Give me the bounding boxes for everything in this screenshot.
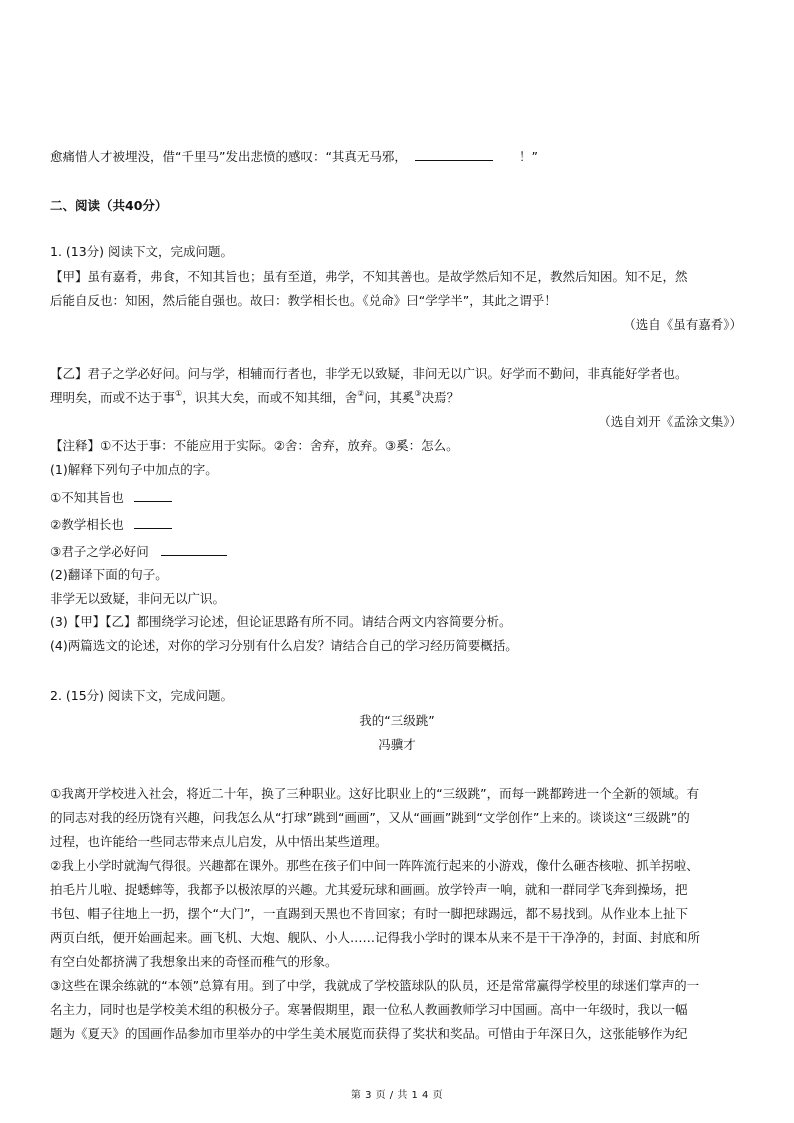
footnote-mark-3: ③ (414, 389, 422, 398)
q1-yi-line-2-c: 问，其奚 (364, 390, 415, 405)
q1-notes: 【注释】①不达于事：不能应用于实际。②舍：舍弃，放弃。③奚：怎么。 (50, 438, 459, 453)
q2-para-1-line-2: 的同志对我的经历饶有兴趣，问我怎么从“打球”跳到“画画”，又从“画画”跳到“文学创作”上来的。谈谈这“三级跳”的 (50, 810, 690, 825)
q1-sub-question-4: (4)两篇选文的论述，对你的学习分别有什么启发？请结合自己的学习经历简要概括。 (50, 638, 518, 653)
q2-para-3-line-2: 名主力，同时也是学校美术组的积极分子。寒暑假期里，跟一位私人教画教师学习中国画。高中一年级时，我以一幅 (50, 1002, 688, 1017)
q1-jia-line-1: 【甲】虽有嘉肴，弗食，不知其旨也；虽有至道，弗学，不知其善也。是故学然后知不足，教然后知困。知不足，然 (50, 269, 688, 284)
q1-item-1 (50, 488, 172, 507)
q2-para-1-line-1: ①我离开学校进入社会，将近二十年，换了三种职业。这好比职业上的“三级跳”，而每一跳都跨进一个全新的领域。有 (50, 786, 700, 801)
section-heading: 二、阅读（共40分） (50, 198, 168, 213)
q1-yi-line-1: 【乙】君子之学必好问。问与学，相辅而行者也，非学无以致疑，非问无以广识。好学而不勤问，非真能好学者也。 (50, 366, 688, 381)
q2-article-title: 我的“三级跳” (359, 713, 435, 728)
q1-jia-source: （选自《虽有嘉肴》） (623, 317, 742, 332)
footnote-mark-1: ① (175, 389, 183, 398)
q2-para-2-line-1: ②我上小学时就淘气得很。兴趣都在课外。那些在孩子们中间一阵阵流行起来的小游戏，像什么砸杏核啦、抓羊拐啦、 (50, 858, 699, 873)
answer-blank[interactable] (415, 147, 493, 161)
q2-para-3-line-3: 题为《夏天》的国画作品参加市里举办的中学生美术展览而获得了奖状和奖品。可惜由于年深日久，这张能够作为纪 (50, 1026, 688, 1041)
q1-yi-line-2 (50, 389, 459, 407)
q1-translate-sentence: 非学无以致疑，非问无以广识。 (50, 591, 226, 606)
q1-yi-line-2-d: 决焉？ (421, 390, 460, 405)
q1-item-3-text: ③君子之学必好问 (50, 544, 149, 559)
item-1-answer-blank[interactable] (134, 488, 172, 502)
q1-intro: 1. (13分) 阅读下文，完成问题。 (50, 244, 234, 259)
top-sentence-text: 愈痛惜人才被埋没，借“千里马”发出悲愤的感叹：“其真无马邪， (50, 149, 407, 164)
item-3-answer-blank[interactable] (161, 542, 227, 556)
q2-para-2-line-4: 两页白纸，便开始画起来。画飞机、大炮、舰队、小人……记得我小学时的课本从来不是干干净净的，封面、封底和所 (50, 930, 701, 945)
footnote-mark-2: ② (357, 389, 365, 398)
q1-yi-line-2-b: ，识其大矣，而或不知其细，舍 (182, 390, 358, 405)
q1-item-1-text: ①不知其旨也 (50, 490, 124, 505)
q1-item-3 (50, 542, 227, 561)
q1-yi-source: （选自刘开《孟涂文集》） (598, 414, 742, 429)
q1-sub-question-1: (1)解释下列句子中加点的字。 (50, 462, 218, 477)
q1-item-2-text: ②教学相长也 (50, 517, 124, 532)
q1-sub-question-2: (2)翻译下面的句子。 (50, 567, 168, 582)
q2-para-2-line-3: 书包、帽子往地上一扔，摆个“大门”，一直踢到天黑也不肯回家；有时一脚把球踢远，都不易找到。从作业本上扯下 (50, 906, 688, 921)
q2-para-2-line-2: 拍毛片儿啦、捉蟋蟀等，我都予以极浓厚的兴趣。尤其爱玩球和画画。放学铃声一响，就和一群同学飞奔到操场，把 (50, 882, 688, 897)
top-sentence (50, 147, 538, 166)
q2-article-author: 冯骥才 (378, 737, 416, 752)
q2-para-2-line-5: 有空白处都挤满了我想象出来的奇怪而稚气的形象。 (50, 954, 338, 969)
top-sentence-end: ！” (518, 149, 538, 164)
q2-para-3-line-1: ③这些在课余练就的“本领”总算有用。到了中学，我就成了学校篮球队的队员，还是常常赢得学校里的球迷们掌声的一 (50, 978, 700, 993)
page-footer: 第 3 页 / 共 1 4 页 (350, 1090, 444, 1101)
q1-sub-question-3: (3)【甲】【乙】都围绕学习论述，但论证思路有所不同。请结合两文内容简要分析。 (50, 614, 512, 629)
q2-intro: 2. (15分) 阅读下文，完成问题。 (50, 688, 234, 703)
q1-item-2 (50, 515, 172, 534)
item-2-answer-blank[interactable] (134, 515, 172, 529)
q1-jia-line-2: 后能自反也：知困，然后能自强也。故曰：教学相长也。《兑命》曰“学学半”，其此之谓乎！ (50, 293, 557, 308)
q2-para-1-line-3: 过程，也许能给一些同志带来点儿启发，从中悟出某些道理。 (50, 834, 388, 849)
q1-yi-line-2-a: 理明矣，而或不达于事 (50, 390, 176, 405)
